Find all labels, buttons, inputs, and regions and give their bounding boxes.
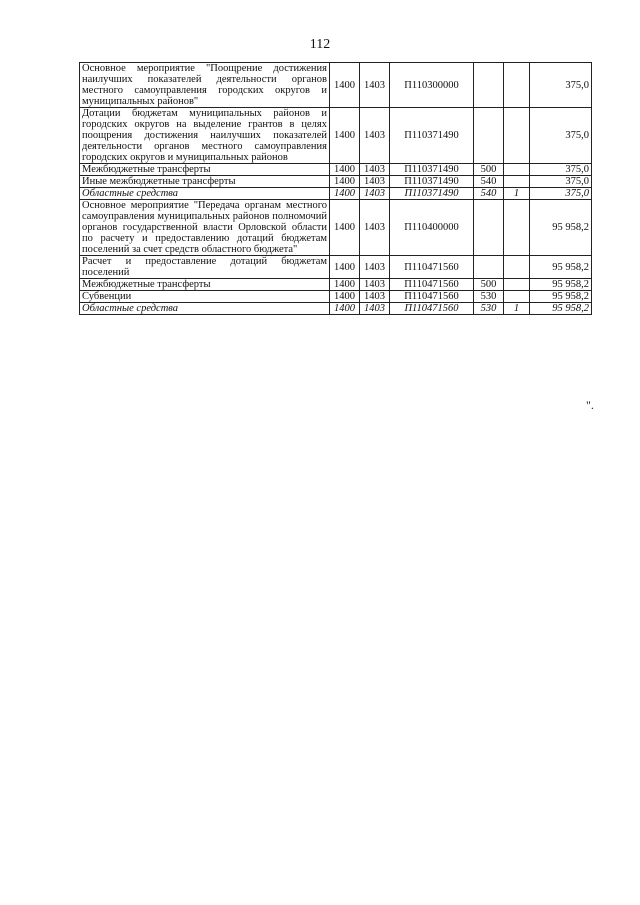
cell-amount: 375,0: [530, 63, 592, 108]
cell-name: Расчет и предоставление дотаций бюджетам поселений: [80, 256, 330, 279]
cell-target-article: П110471560: [390, 303, 474, 315]
table-row: [80, 108, 592, 164]
cell-subsection: 1403: [360, 200, 390, 256]
table-row: [80, 291, 592, 303]
budget-table: [79, 62, 592, 315]
cell-section: 1400: [330, 108, 360, 164]
table-row: [80, 176, 592, 188]
cell-source: 1: [504, 303, 530, 315]
cell-section: 1400: [330, 164, 360, 176]
cell-expense-type: [474, 108, 504, 164]
cell-name: Областные средства: [80, 188, 330, 200]
cell-name: Межбюджетные трансферты: [80, 164, 330, 176]
cell-target-article: П110371490: [390, 164, 474, 176]
cell-expense-type: [474, 200, 504, 256]
cell-target-article: П110300000: [390, 63, 474, 108]
cell-amount: 95 958,2: [530, 303, 592, 315]
cell-amount: 375,0: [530, 188, 592, 200]
cell-expense-type: 500: [474, 164, 504, 176]
cell-section: 1400: [330, 176, 360, 188]
cell-section: 1400: [330, 200, 360, 256]
cell-name: Иные межбюджетные трансферты: [80, 176, 330, 188]
cell-amount: 375,0: [530, 164, 592, 176]
cell-source: [504, 63, 530, 108]
cell-expense-type: 530: [474, 303, 504, 315]
cell-section: 1400: [330, 303, 360, 315]
cell-amount: 375,0: [530, 108, 592, 164]
cell-source: [504, 256, 530, 279]
cell-target-article: П110371490: [390, 176, 474, 188]
cell-source: [504, 291, 530, 303]
page-number: 112: [309, 37, 331, 52]
cell-amount: 375,0: [530, 176, 592, 188]
cell-subsection: 1403: [360, 176, 390, 188]
cell-source: [504, 176, 530, 188]
cell-expense-type: 530: [474, 291, 504, 303]
table-row: [80, 200, 592, 256]
cell-section: 1400: [330, 279, 360, 291]
table-row: [80, 63, 592, 108]
cell-name: Дотации бюджетам муниципальных районов и городских округов на выделение грантов в целях поощрения достижения наилучших показателей деятельности органов местного самоуправления городских округов и муниципальных районов: [80, 108, 330, 164]
cell-source: [504, 108, 530, 164]
table-row: [80, 303, 592, 315]
cell-target-article: П110400000: [390, 200, 474, 256]
cell-target-article: П110471560: [390, 256, 474, 279]
cell-name: Областные средства: [80, 303, 330, 315]
cell-name: Межбюджетные трансферты: [80, 279, 330, 291]
cell-expense-type: [474, 256, 504, 279]
cell-subsection: 1403: [360, 188, 390, 200]
table-row: [80, 188, 592, 200]
cell-amount: 95 958,2: [530, 200, 592, 256]
cell-section: 1400: [330, 256, 360, 279]
closing-quote-mark: ".: [586, 398, 594, 412]
cell-subsection: 1403: [360, 63, 390, 108]
cell-amount: 95 958,2: [530, 279, 592, 291]
cell-amount: 95 958,2: [530, 256, 592, 279]
cell-section: 1400: [330, 291, 360, 303]
cell-expense-type: 500: [474, 279, 504, 291]
table-row: [80, 164, 592, 176]
cell-subsection: 1403: [360, 256, 390, 279]
cell-expense-type: [474, 63, 504, 108]
cell-target-article: П110371490: [390, 108, 474, 164]
table-row: [80, 279, 592, 291]
cell-target-article: П110471560: [390, 291, 474, 303]
cell-expense-type: 540: [474, 176, 504, 188]
cell-subsection: 1403: [360, 108, 390, 164]
cell-name: Основное мероприятие "Передача органам местного самоуправления муниципальных районов полномочий органов государственной власти Орловской области по расчету и предоставлению дотаций бюджетам поселений за счет средств областного бюджета": [80, 200, 330, 256]
cell-target-article: П110371490: [390, 188, 474, 200]
cell-section: 1400: [330, 188, 360, 200]
cell-subsection: 1403: [360, 303, 390, 315]
cell-subsection: 1403: [360, 279, 390, 291]
cell-name: Субвенции: [80, 291, 330, 303]
cell-source: [504, 200, 530, 256]
cell-source: [504, 279, 530, 291]
cell-source: [504, 164, 530, 176]
cell-expense-type: 540: [474, 188, 504, 200]
table-row: [80, 256, 592, 279]
cell-target-article: П110471560: [390, 279, 474, 291]
cell-amount: 95 958,2: [530, 291, 592, 303]
cell-subsection: 1403: [360, 291, 390, 303]
cell-source: 1: [504, 188, 530, 200]
cell-name: Основное мероприятие "Поощрение достижения наилучших показателей деятельности органов местного самоуправления городских округов и муниципальных районов": [80, 63, 330, 108]
cell-section: 1400: [330, 63, 360, 108]
cell-subsection: 1403: [360, 164, 390, 176]
